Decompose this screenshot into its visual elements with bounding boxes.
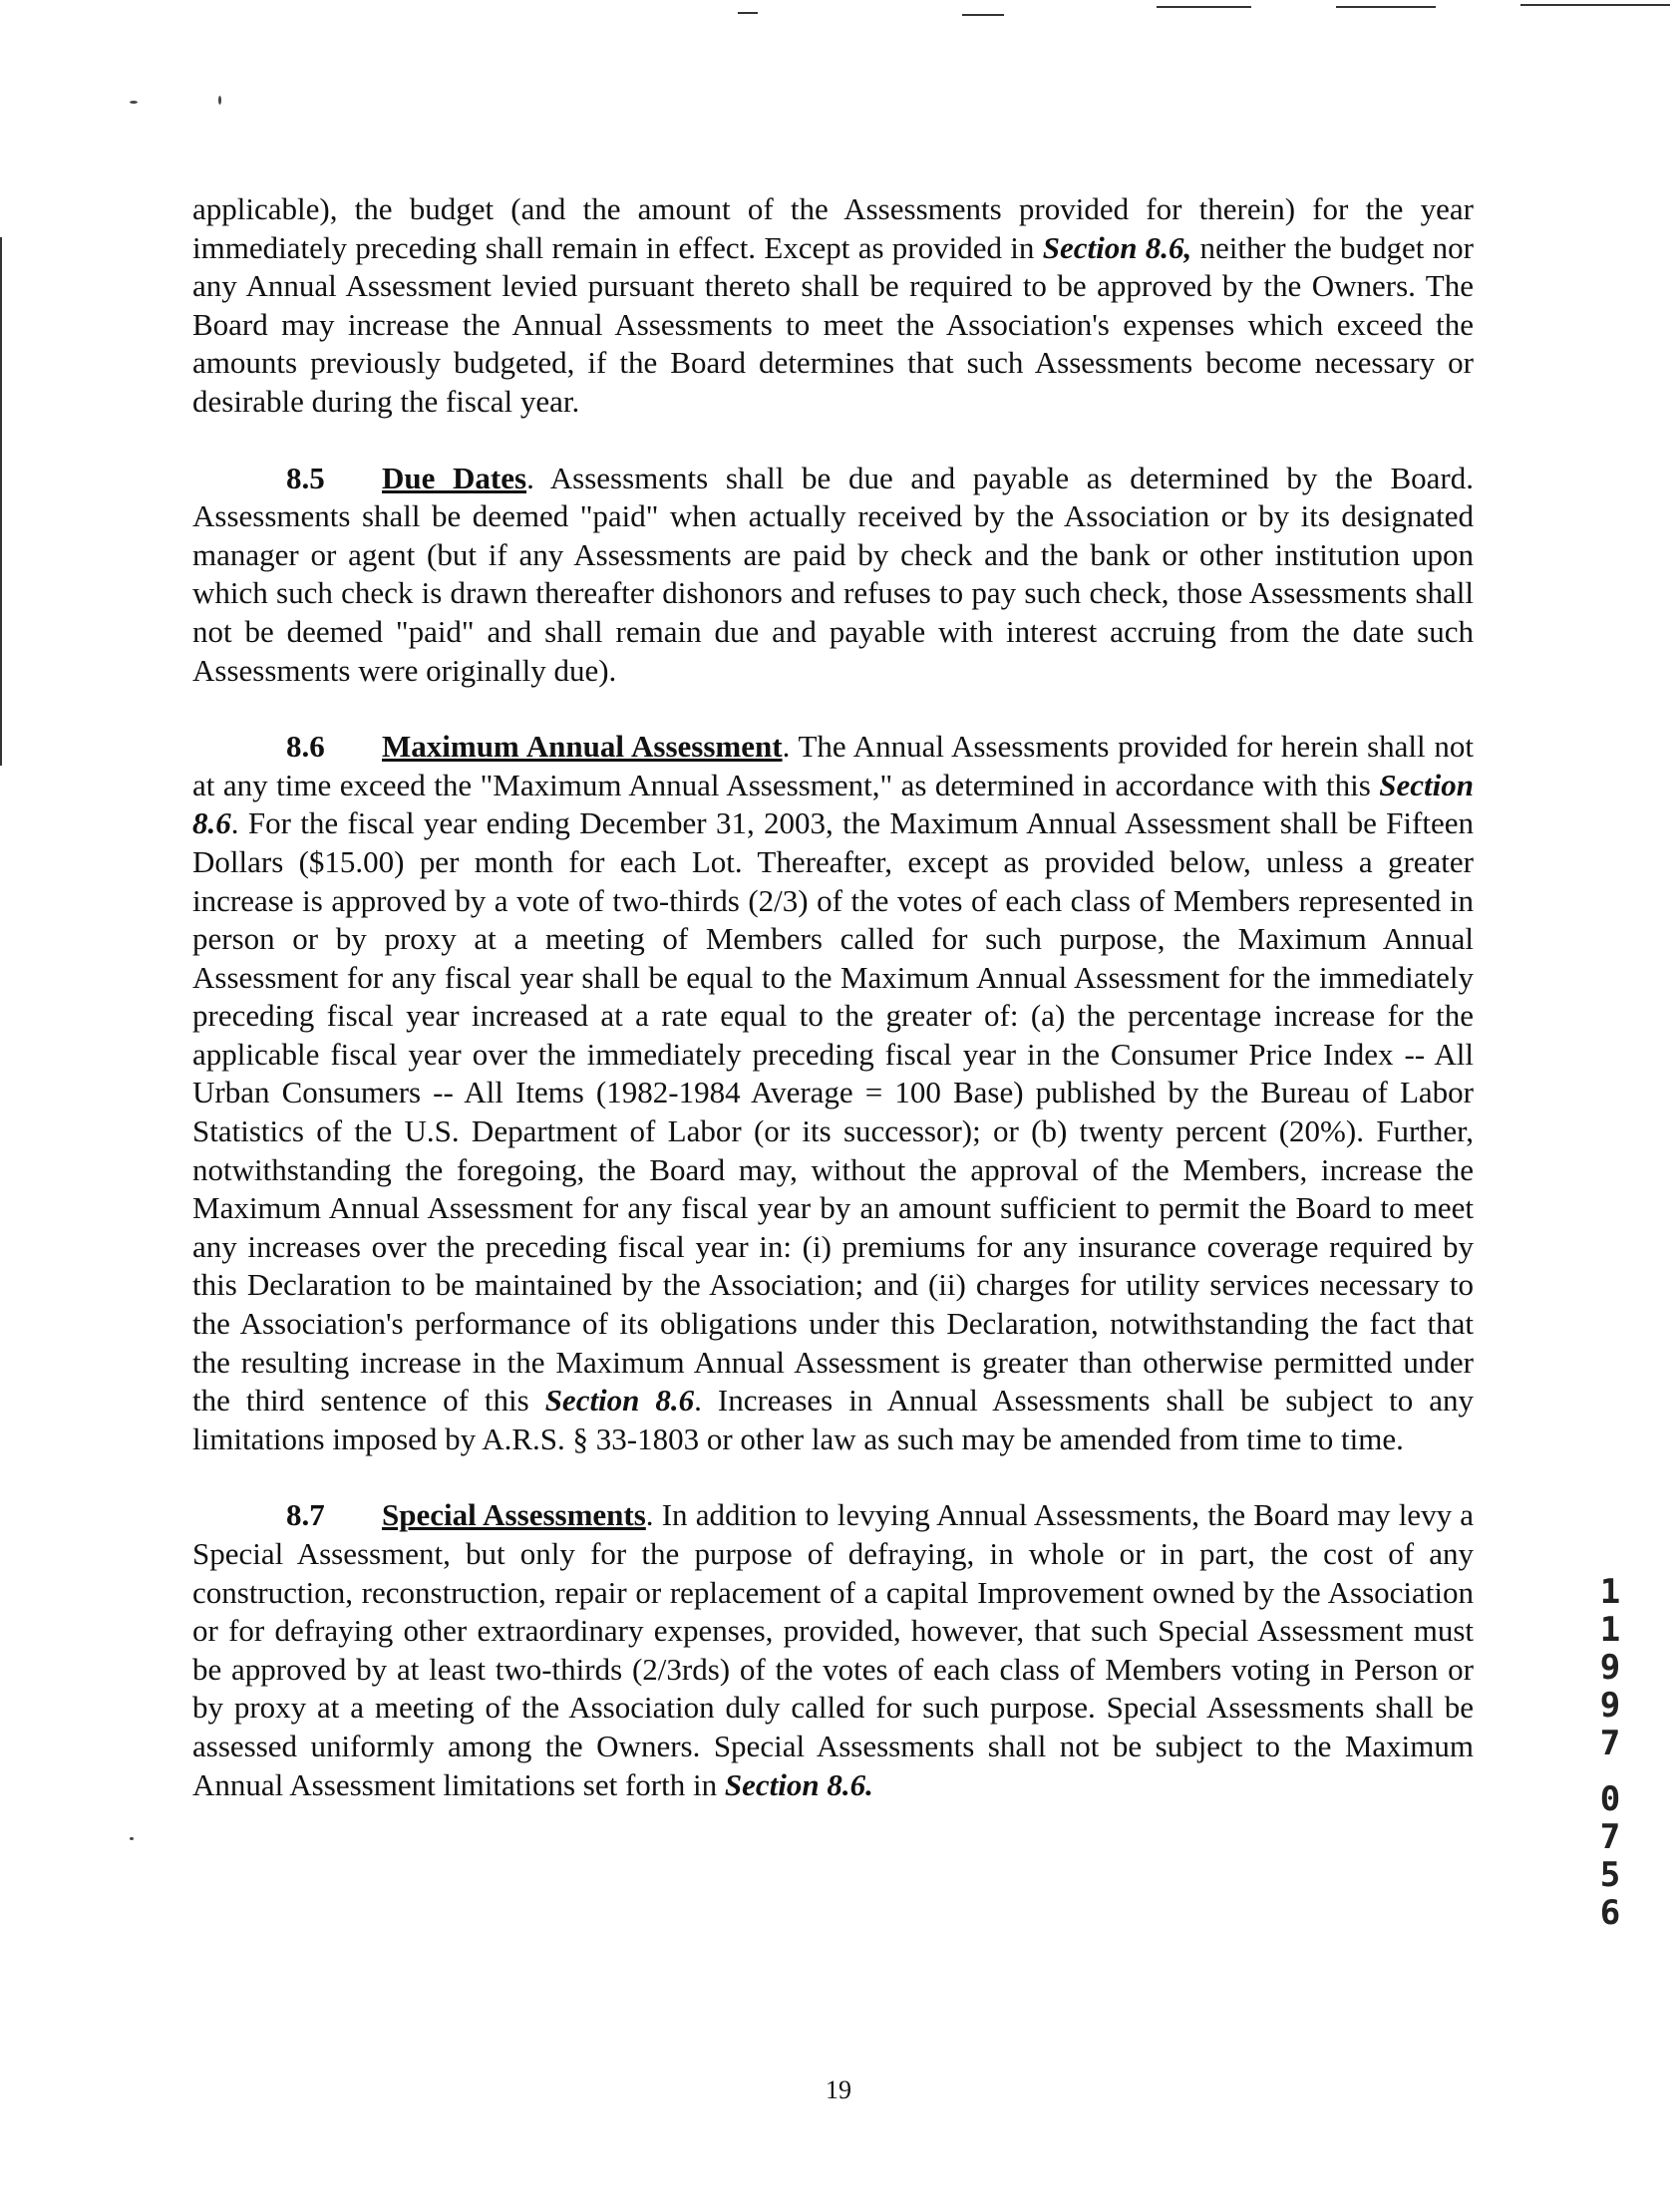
section-8-5 [192,460,1474,691]
section-number: 8.6 [286,729,325,765]
stamp-digit: 7 [1599,1817,1621,1857]
continuation-paragraph [192,190,1474,422]
section-number: 8.5 [286,460,325,495]
paragraph-text: . The Annual Assessments provided for herein shall not at any time exceed the "Maximum Annual Assessment," as determined in accordance with this [192,729,1474,802]
scan-artifact-line [0,237,2,766]
section-heading: Special Assessments [382,1497,646,1533]
paragraph-text: . In addition to levying Annual Assessments, the Board may levy a Special Assessment, but only for the purpose of defraying, in whole or in part, the cost of any construction, reconstruction, repair or replacement of a capital Improvement owned by the Association or for defraying other extraordinary expenses, provided, however, that such Special Assessment must be approved by at least two-thirds (2/3rds) of the votes of each class of Members voting in Person or by proxy at a meeting of the Association duly called for such purpose. Special Assessments shall be assessed uniformly among the Owners. Special Assessments shall not be subject to the Maximum Annual Assessment limitations set forth in [192,1497,1474,1802]
scan-artifact-dot [218,96,221,105]
page-number: 19 [826,2075,851,2104]
section-reference: Section 8.6 [192,767,1474,841]
stamp-digit: 6 [1599,1893,1621,1933]
paragraph-text: . Assessments shall be due and payable as determined by the Board. Assessments shall be deemed "paid" when actually received by the Association or by its designated manager or agent (but if any Assessments are paid by check and the bank or other institution upon which such check is drawn thereafter dishonors and refuses to pay such check, those Assessments shall not be deemed "paid" and shall remain due and payable with interest accruing from the date such Assessments were originally due). [192,460,1475,688]
scan-artifact-line [1157,6,1251,8]
scan-artifact-line [962,14,1004,16]
scan-artifact-dot [130,1837,134,1840]
scan-artifact-line [738,12,758,14]
section-heading: Due Dates [382,460,527,495]
paragraph-text: . Increases in Annual Assessments shall be subject to any limitations imposed by A.R.S. § 33-1803 or other law as such may be amended from time to time. [192,1383,1474,1456]
paragraph-text: . For the fiscal year ending December 31, 2003, the Maximum Annual Assessment shall be Fifteen Dollars ($15.00) per month for each Lot. Thereafter, except as provided below, unless a greater increase is approved by a vote of two-thirds (2/3) of the votes of each class of Members represented in person or by proxy at a meeting of Members called for such purpose, the Maximum Annual Assessment for any fiscal year shall be equal to the Maximum Annual Assessment for the immediately preceding fiscal year increased at a rate equal to the greater of: (a) the percentage increase for the applicable fiscal year over the immediately preceding fiscal year in the Consumer Price Index -- All Urban Consumers -- All Items (1982-1984 Average = 100 Base) published by the Bureau of Labor Statistics of the U.S. Department of Labor (or its successor); or (b) twenty percent (20%). Further, notwithstanding the foregoing, the Board may, without the approval of the Members, increase the Maximum Annual Assessment for any fiscal year by an amount sufficient to permit the Board to meet any increases over the preceding fiscal year in: (i) premiums for any insurance coverage required by this Declaration to be maintained by the Association; and (ii) charges for utility services necessary to the Association's performance of its obligations under this Declaration, notwithstanding the fact that the resulting increase in the Maximum Annual Assessment is greater than otherwise permitted under the third sentence of this [192,805,1474,1419]
body-text [192,190,1474,1804]
stamp-digit: 1 [1599,1610,1621,1650]
section-8-7 [192,1496,1474,1804]
paragraph-text: applicable), the budget (and the amount of the Assessments provided for therein) for the year immediately preceding shall remain in effect. Except as provided in [192,191,1474,265]
stamp-digit: 5 [1599,1855,1621,1895]
section-number: 8.7 [286,1497,325,1533]
section-reference: Section 8.6 [544,1383,695,1419]
section-heading: Maximum Annual Assessment [382,729,783,765]
scan-artifact-line [1336,6,1436,8]
scan-artifact-dot [130,101,138,104]
stamp-digit: 9 [1599,1648,1621,1688]
scan-artifact-line [1520,4,1670,6]
section-reference: Section 8.6, [1042,229,1192,265]
stamp-digit: 0 [1599,1779,1621,1819]
section-reference: Section 8.6. [724,1766,873,1802]
stamp-digit: 1 [1599,1572,1621,1612]
paragraph-text: neither the budget nor any Annual Assessment levied pursuant thereto shall be required to be approved by the Owners. The Board may increase the Annual Assessments to meet the Association's expenses which exceed the amounts previously budgeted, if the Board determines that such Assessments become necessary or desirable during the fiscal year. [192,229,1474,419]
section-8-6 [192,728,1474,1458]
stamp-digit: 7 [1599,1724,1621,1763]
stamp-digit: 9 [1599,1686,1621,1726]
recording-number-stamp [1593,1573,1627,1932]
